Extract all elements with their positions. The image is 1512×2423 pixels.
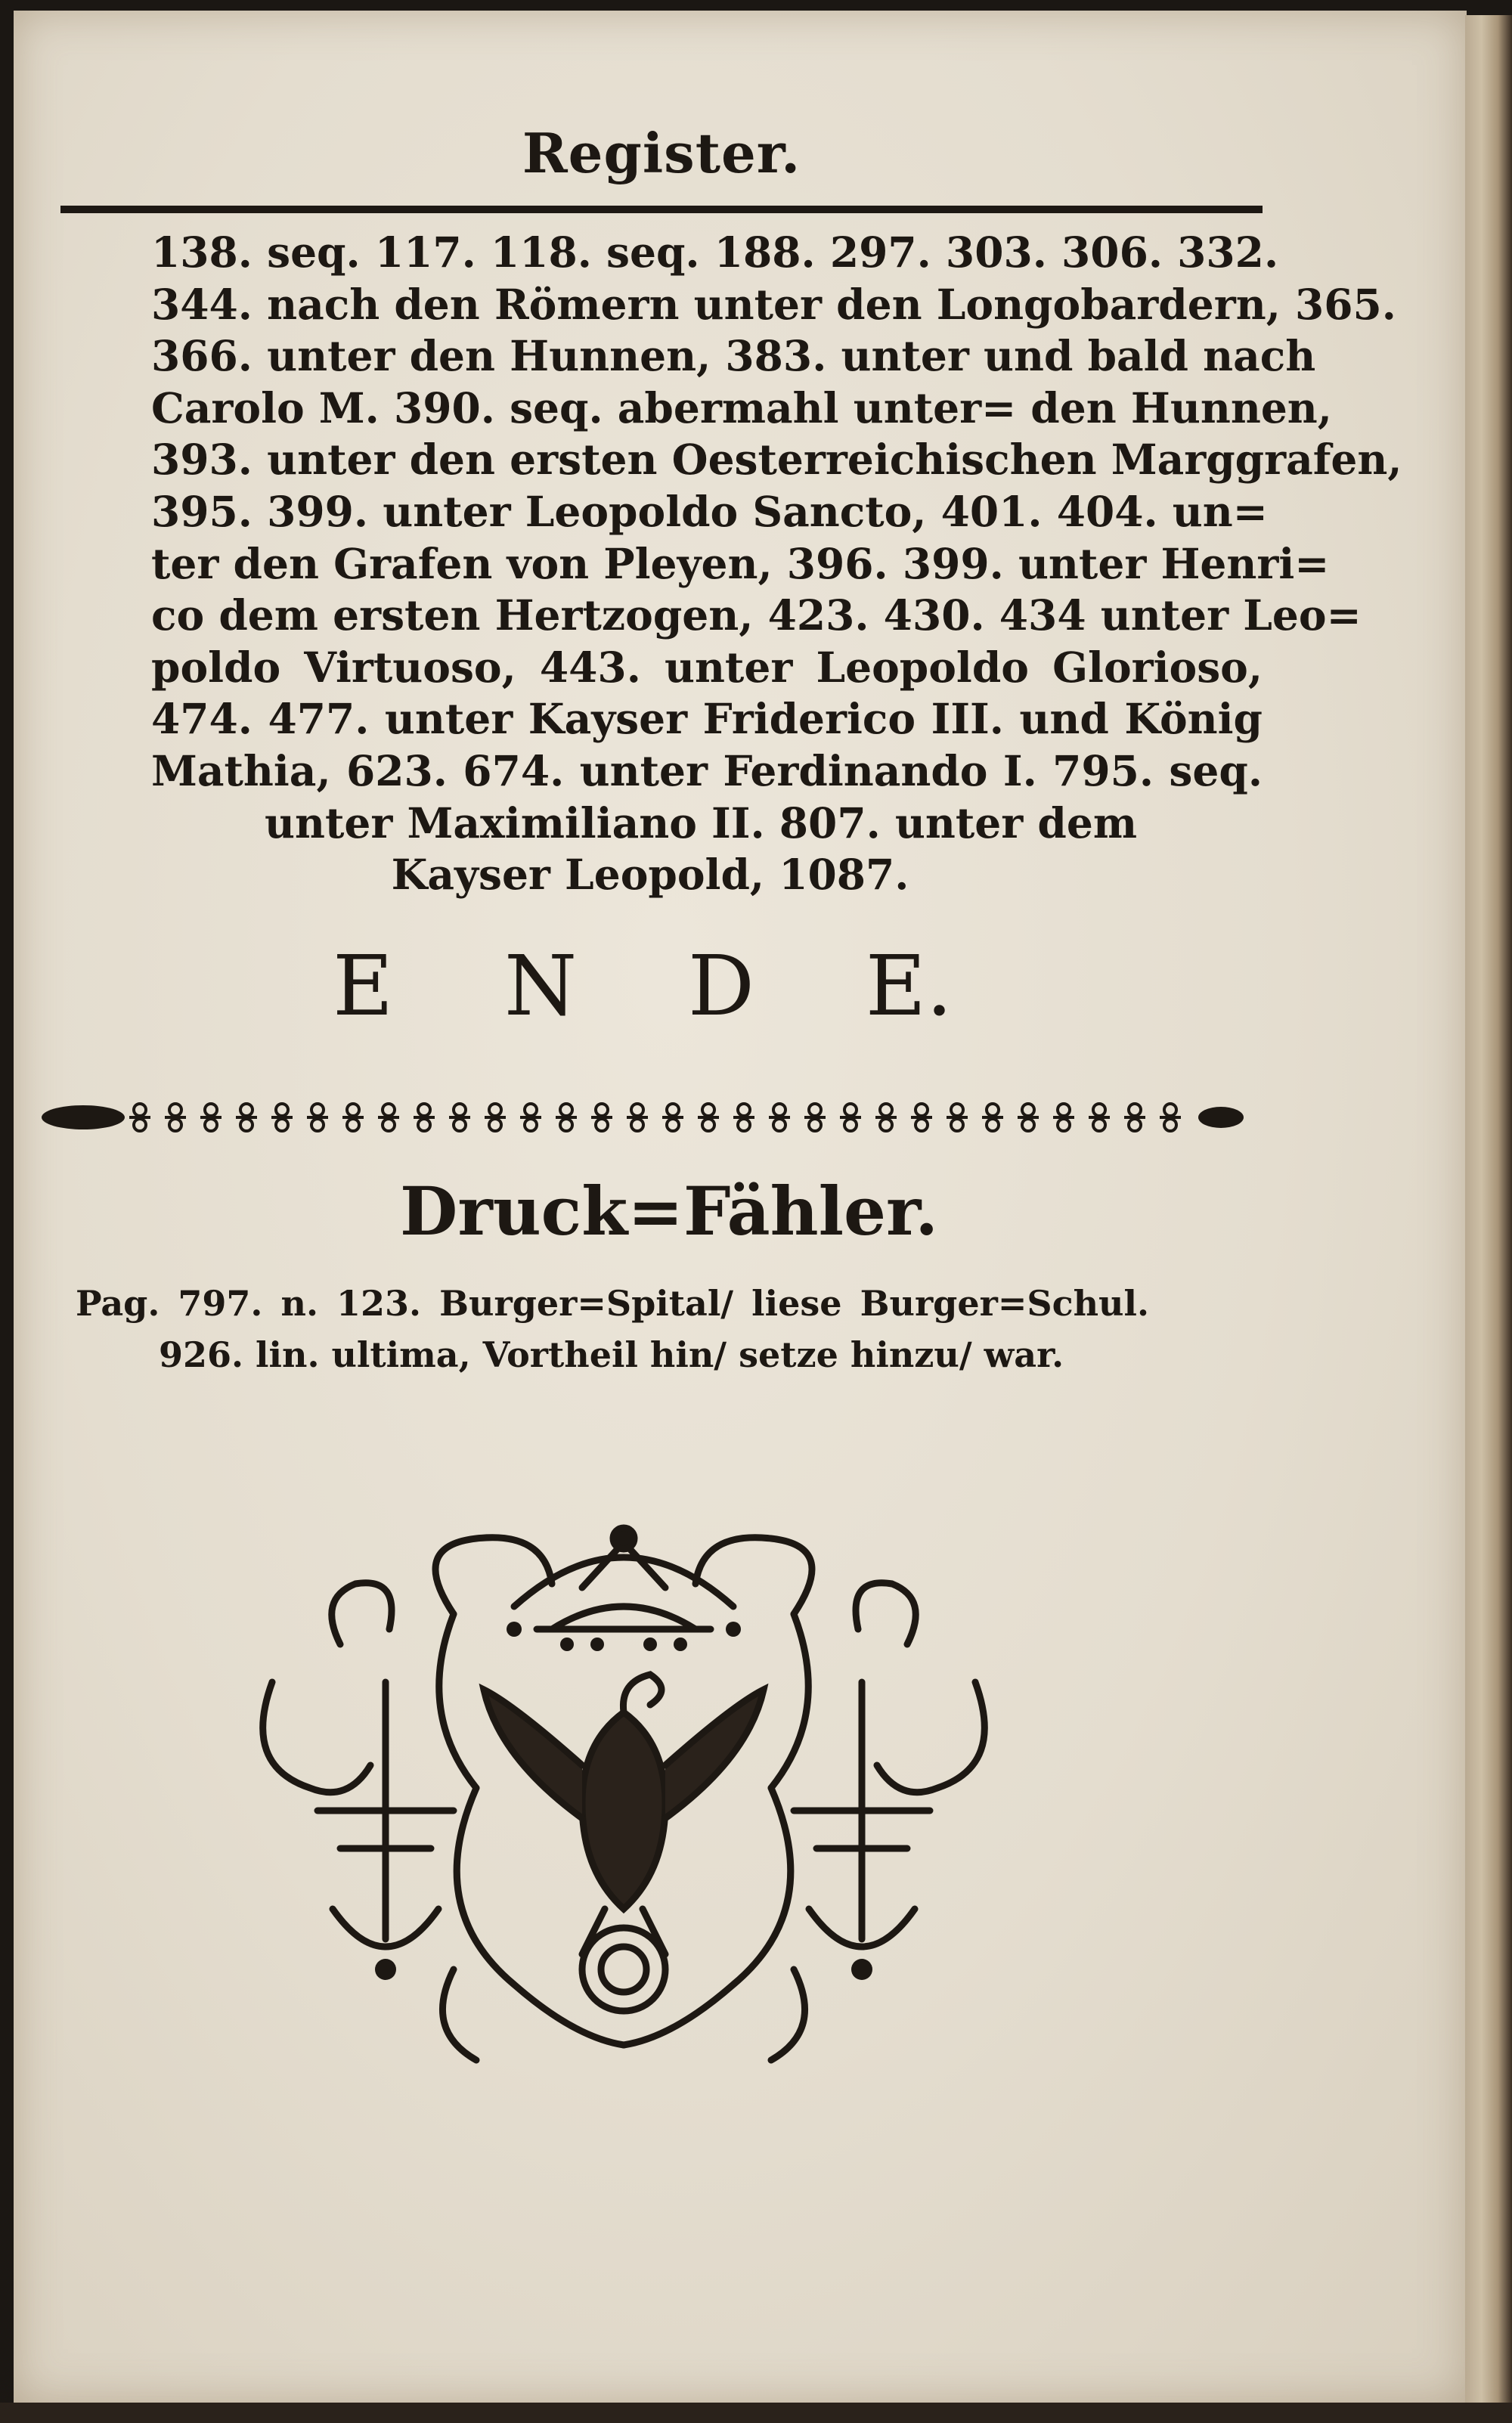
index-line: 366. unter den Hunnen, 383. unter und bald nach — [151, 331, 1316, 381]
errata-list — [76, 1278, 1149, 1380]
index-line: poldo Virtuoso, 443. unter Leopoldo Glorioso, — [151, 642, 1263, 692]
index-line: Mathia, 623. 674. unter Ferdinando I. 795. seq. — [151, 745, 1263, 795]
register-entry — [151, 227, 1402, 901]
header-rule — [60, 204, 1263, 216]
index-line: unter Maximiliano II. 807. unter dem — [265, 798, 1138, 847]
ende-letter: E. — [865, 937, 953, 1034]
errata-title: Druck=Fähler. — [400, 1172, 938, 1250]
ende-letter: E — [333, 937, 394, 1034]
page-shadow — [0, 2403, 1512, 2423]
ende-letter: N — [503, 937, 578, 1034]
index-line: 395. 399. unter Leopoldo Sancto, 401. 404. un= — [151, 486, 1268, 536]
index-line: 344. nach den Römern unter den Longobardern, 365. — [151, 279, 1396, 329]
index-line: co dem ersten Hertzogen, 423. 430. 434 unter Leo= — [151, 590, 1362, 640]
eagle-vignette — [227, 1516, 1021, 2090]
index-line: Carolo M. 390. seq. abermahl unter= den Hunnen, — [151, 383, 1332, 432]
page-edge — [1465, 15, 1512, 2404]
index-line: 393. unter den ersten Oesterreichischen Marggrafen, — [151, 435, 1402, 485]
ornamental-rule — [42, 1095, 1244, 1140]
errata-line: Pag. 797. n. 123. Burger=Spital/ liese Burger=Schul. — [76, 1283, 1149, 1324]
index-line: 138. seq. 117. 118. seq. 188. 297. 303. 306. 332. — [151, 228, 1279, 277]
index-line: ter den Grafen von Pleyen, 396. 399. unter Henri= — [151, 538, 1330, 588]
errata-line: 926. lin. ultima, Vortheil hin/ setze hinzu/ war. — [159, 1334, 1064, 1375]
ende-heading — [333, 937, 953, 1034]
index-line: 474. 477. unter Kayser Friderico III. und König — [151, 694, 1263, 744]
ende-letter: D — [687, 937, 755, 1034]
running-header: Register. — [522, 121, 801, 185]
index-line: Kayser Leopold, 1087. — [391, 850, 909, 900]
